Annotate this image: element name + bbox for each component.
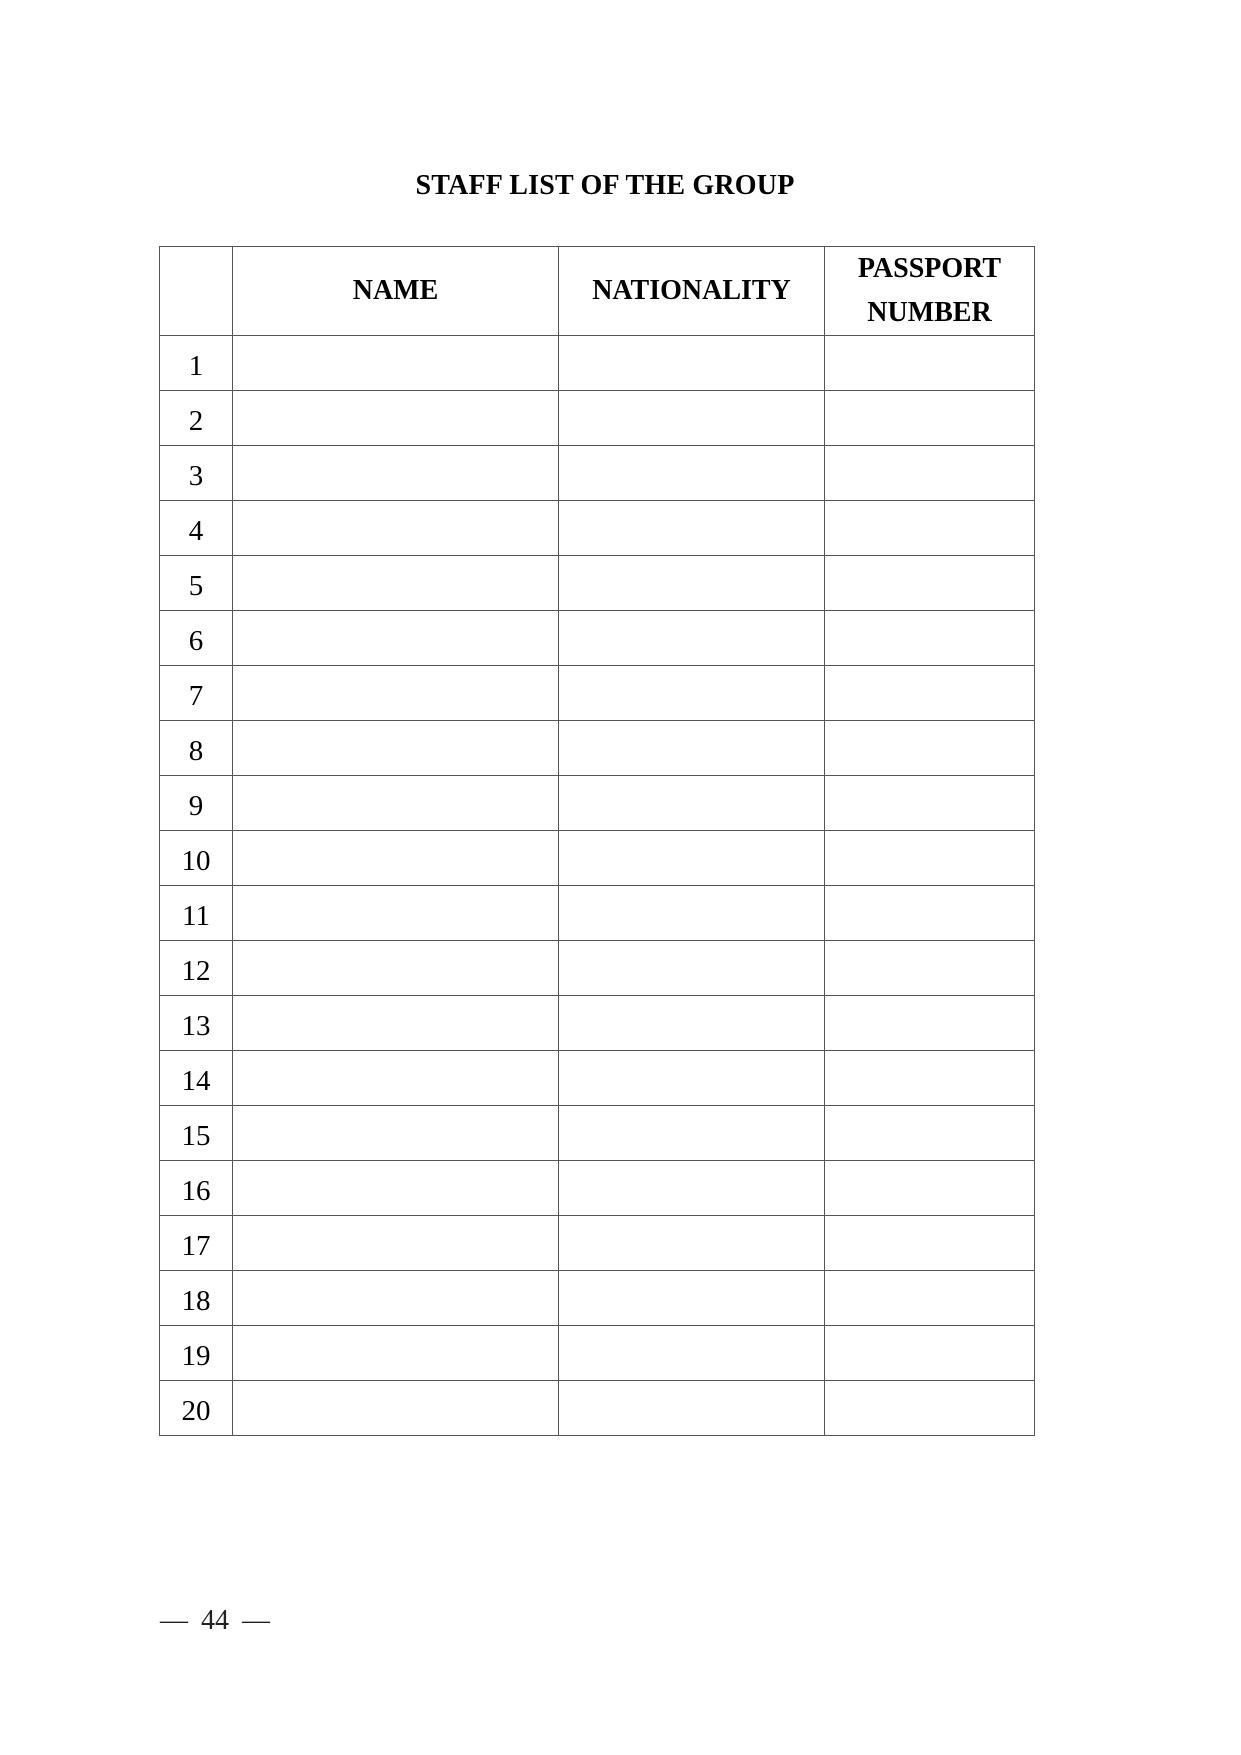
passport-number-cell [825,776,1035,831]
table-row [160,721,1035,776]
passport-number-cell [825,721,1035,776]
row-number-cell: 15 [160,1106,233,1161]
passport-number-cell [825,666,1035,721]
nationality-cell [559,831,825,886]
row-number-cell: 1 [160,336,233,391]
passport-number-cell [825,996,1035,1051]
passport-number-cell [825,611,1035,666]
page-title: STAFF LIST OF THE GROUP [415,170,795,201]
row-number-cell: 13 [160,996,233,1051]
passport-number-cell [825,446,1035,501]
passport-number-cell [825,886,1035,941]
name-cell [233,1106,559,1161]
nationality-cell [559,1381,825,1436]
page-number: — 44 — [160,1605,270,1636]
nationality-cell [559,776,825,831]
name-cell [233,556,559,611]
name-cell [233,446,559,501]
passport-number-column-header: PASSPORT NUMBER [825,247,1035,336]
table-row [160,996,1035,1051]
nationality-cell [559,1161,825,1216]
name-cell [233,721,559,776]
table-row [160,776,1035,831]
passport-number-cell [825,1271,1035,1326]
table-row [160,556,1035,611]
row-number-cell: 19 [160,1326,233,1381]
name-cell [233,611,559,666]
nationality-cell [559,336,825,391]
passport-number-cell [825,1381,1035,1436]
name-cell [233,1326,559,1381]
passport-number-cell [825,1326,1035,1381]
table-row [160,611,1035,666]
nationality-cell [559,941,825,996]
table-row [160,941,1035,996]
table-header [160,247,1035,336]
passport-number-cell [825,501,1035,556]
row-number-cell: 14 [160,1051,233,1106]
row-number-cell: 3 [160,446,233,501]
passport-number-cell [825,831,1035,886]
passport-number-cell [825,1106,1035,1161]
row-number-cell: 5 [160,556,233,611]
nationality-cell [559,1216,825,1271]
table-row [160,1326,1035,1381]
nationality-cell [559,556,825,611]
row-number-cell: 11 [160,886,233,941]
nationality-cell [559,721,825,776]
row-number-cell: 10 [160,831,233,886]
nationality-cell [559,1106,825,1161]
name-cell [233,886,559,941]
nationality-cell [559,501,825,556]
table-row [160,1161,1035,1216]
name-cell [233,501,559,556]
number-column-header [160,247,233,336]
nationality-column-header: NATIONALITY [559,247,825,336]
row-number-cell: 9 [160,776,233,831]
row-number-cell: 12 [160,941,233,996]
table-row [160,391,1035,446]
name-cell [233,1051,559,1106]
row-number-cell: 2 [160,391,233,446]
nationality-cell [559,1051,825,1106]
table-row [160,1106,1035,1161]
table-row [160,1051,1035,1106]
passport-number-cell [825,1161,1035,1216]
passport-number-cell [825,556,1035,611]
name-cell [233,1271,559,1326]
table-body [160,336,1035,1436]
nationality-cell [559,446,825,501]
name-column-header: NAME [233,247,559,336]
row-number-cell: 16 [160,1161,233,1216]
nationality-cell [559,666,825,721]
name-cell [233,776,559,831]
nationality-cell [559,1326,825,1381]
name-cell [233,1216,559,1271]
header-row [160,247,1035,336]
nationality-cell [559,996,825,1051]
table-row [160,666,1035,721]
name-cell [233,941,559,996]
passport-number-cell [825,941,1035,996]
row-number-cell: 8 [160,721,233,776]
name-cell [233,831,559,886]
name-cell [233,336,559,391]
table-row [160,501,1035,556]
name-cell [233,391,559,446]
table-row [160,831,1035,886]
table-row [160,336,1035,391]
row-number-cell: 4 [160,501,233,556]
nationality-cell [559,391,825,446]
table-row [160,886,1035,941]
table-row [160,1216,1035,1271]
nationality-cell [559,1271,825,1326]
row-number-cell: 17 [160,1216,233,1271]
passport-number-cell [825,1051,1035,1106]
table-row [160,1381,1035,1436]
row-number-cell: 18 [160,1271,233,1326]
passport-number-cell [825,336,1035,391]
nationality-cell [559,611,825,666]
row-number-cell: 7 [160,666,233,721]
name-cell [233,1381,559,1436]
table-row [160,446,1035,501]
passport-number-cell [825,1216,1035,1271]
name-cell [233,666,559,721]
row-number-cell: 6 [160,611,233,666]
table-row [160,1271,1035,1326]
passport-number-cell [825,391,1035,446]
staff-list-table [159,246,1035,1436]
nationality-cell [559,886,825,941]
row-number-cell: 20 [160,1381,233,1436]
name-cell [233,1161,559,1216]
name-cell [233,996,559,1051]
